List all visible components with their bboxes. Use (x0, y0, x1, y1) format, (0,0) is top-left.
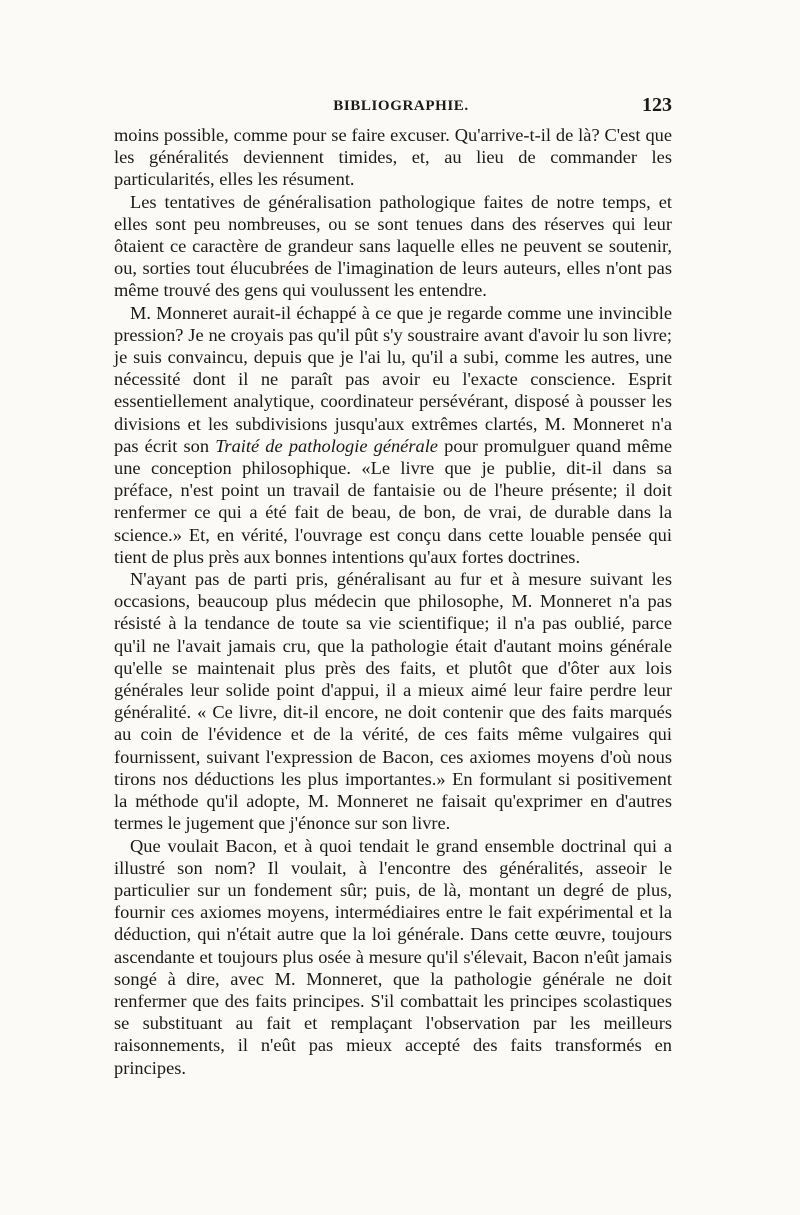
paragraph: N'ayant pas de parti pris, généralisant au fur et à mesure suivant les occasions, beaucoup plus médecin que philosophe, M. Monneret n'a pas résisté à la tendance de toute sa vie scientifique; il n'a pas oublié, parce qu'il ne l'avait jamais cru, que la pathologie était d'autant moins générale qu'elle se maintenait plus près des faits, et plutôt que d'ôter aux lois générales leur solide point d'appui, il a mieux aimé leur faire perdre leur généralité. « Ce livre, dit-il encore, ne doit contenir que des faits marqués au coin de l'évidence et de la vérité, de ces faits même vulgaires qui fournissent, suivant l'expression de Bacon, ces axiomes moyens d'où nous tirons nos déductions les plus importantes.» En formulant si positivement la méthode qu'il adopte, M. Monneret ne faisait qu'exprimer en d'autres termes le jugement que j'énonce sur son livre. (114, 569, 672, 834)
paragraph: Les tentatives de généralisation pathologique faites de notre temps, et elles sont peu nombreuses, ou se sont tenues dans des réserves qui leur ôtaient ce caractère de grandeur sans laquelle elles ne peuvent se soutenir, ou, sorties tout élucubrées de l'imagination de leurs auteurs, elles n'ont pas même trouvé des gens qui voulussent les entendre. (114, 191, 672, 301)
paragraph-text-after-title: pour promulguer quand même une conception philosophique. «Le livre que je publie, dit-il dans sa préface, n'est point un travail de fantaisie ou de l'heure présente; il doit renfermer ce qui a été fait de beau, de bon, de vrai, de durable dans la science.» Et, en vérité, l'ouvrage est conçu dans cette louable pensée qui tient de plus près aux bonnes intentions qu'aux fortes doctrines. (114, 435, 672, 567)
paragraph (114, 302, 672, 568)
page-number: 123 (642, 94, 672, 116)
paragraph-text-before-title: M. Monneret aurait-il échappé à ce que je regarde comme une invincible pression? Je ne croyais pas qu'il pût s'y soustraire avant d'avoir lu son livre; je suis convaincu, depuis que je l'ai lu, qu'il a subi, comme les autres, une nécessité dont il ne paraît pas avoir eu l'exacte conscience. Esprit essentiellement analytique, coordinateur persévérant, disposé à pousser les divisions et les subdivisions jusqu'aux extrêmes clartés, M. Monneret n'a pas écrit son (114, 302, 672, 456)
book-title: Traité de pathologie générale (215, 435, 438, 456)
running-title: BIBLIOGRAPHIE. (333, 98, 469, 114)
paragraph: Que voulait Bacon, et à quoi tendait le grand ensemble doctrinal qui a illustré son nom? Il voulait, à l'encontre des généralités, asseoir le particulier sur un fondement sûr; puis, de là, montant un degré de plus, fournir ces axiomes moyens, intermédiaires entre le fait expérimental et la déduction, qui n'était autre que la loi générale. Dans cette œuvre, toujours ascendante et toujours plus osée à mesure qu'il s'élevait, Bacon n'eût jamais songé à dire, avec M. Monneret, que la pathologie générale ne doit renfermer que des faits principes. S'il combattait les principes scolastiques se substituant au fait et remplaçant l'observation par les meilleurs raisonnements, il n'eût pas mieux accepté des faits transformés en principes. (114, 835, 672, 1078)
running-head (114, 92, 672, 122)
paragraph-continuation: moins possible, comme pour se faire excuser. Qu'arrive-t-il de là? C'est que les généralités deviennent timides, et, au lieu de commander les particularités, elles les résument. (114, 125, 672, 190)
body-text (114, 124, 672, 1079)
book-page (114, 92, 672, 1079)
